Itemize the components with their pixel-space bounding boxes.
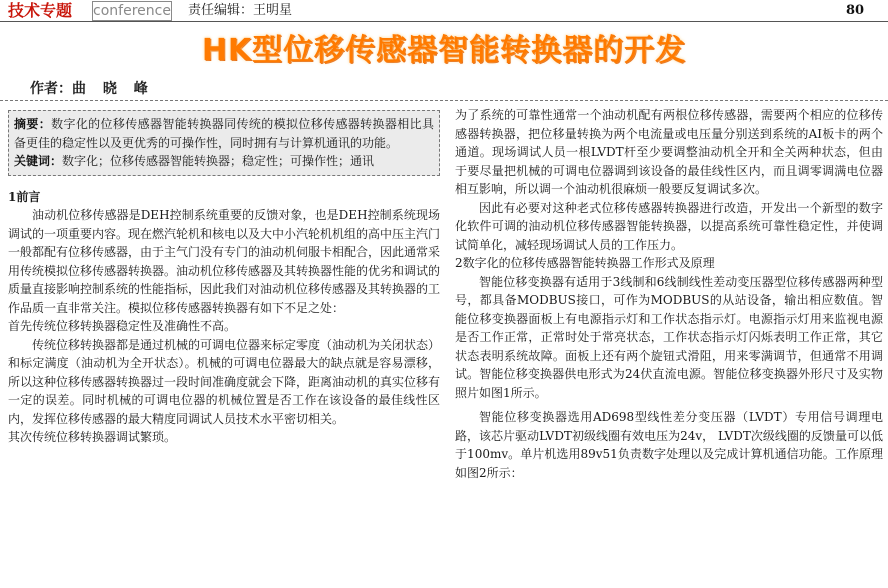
- abstract: [14, 115, 434, 152]
- abstract-text: 数字化的位移传感器智能转换器同传统的模拟位移传感器转换器相比具备更佳的稳定性以及更优秀的可操作性，同时拥有与计算机通讯的功能。: [14, 117, 434, 150]
- paragraph: 智能位移变换器选用AD698型线性差分变压器（LVDT）专用信号调理电路，该芯片驱动LVDT初级线圈有效电压为24v， LVDT次级线圈的反馈量可以低于100mv。单片机选用89v51负责数字处理以及完成计算机通信功能。工作原理如图2所示：: [455, 410, 883, 480]
- paragraph: 因此有必要对这种老式位移传感器转换器进行改造，开发出一个新型的数字化软件可调的油动机位移传感器智能转换器，以提高系统可靠性稳定性，并使调试简单化，减轻现场调试人员的工作压力。: [455, 200, 883, 252]
- author-name: 曲 晓 峰: [72, 81, 154, 97]
- paragraph: 智能位移变换器有适用于3线制和6线制线性差动变压器型位移传感器两种型号，都具备MODBUS接口，可作为MODBUS的从站设备，输出相应数值。智能位移变换器面板上有电源指示灯和工作状态指示灯。电源指示灯用来监视电源是否工作正常，正常时处于常亮状态，工作状态指示灯闪烁表明工作正常，其它状态表明系统故障。面板上还有两个旋钮式滑阻，用来零满调节，但通常不用调试。智能位移变换器供电形式为24伏直流电源。智能位移变换器外形尺寸及实物照片如图1所示。: [455, 274, 883, 400]
- section-heading: 1前言: [8, 189, 41, 204]
- author-line: [30, 80, 154, 98]
- author-label: 作者：: [30, 81, 72, 97]
- right-column: [455, 106, 883, 482]
- paragraph: 油动机位移传感器是DEH控制系统重要的反馈对象，也是DEH控制系统现场调试的一项重要内容。现在燃汽轮机和核电以及大中小汽轮机机组的高中压主汽门一般都配有位移传感器，由于主气门没有专门的油动机伺服卡相配合，因此通常采用传统模拟位移传感器转换器。油动机位移传感器及其转换器性能的优劣和调试的质量直接影响控制系统的性能指标，因此我们对油动机位移传感器及其转换器的工作品质一直非常关注。模拟位移传感器转换器有如下不足之处：: [8, 208, 441, 315]
- keywords-label: 关键词：: [14, 154, 63, 168]
- abstract-box: [8, 110, 440, 176]
- left-column: [8, 110, 440, 447]
- paragraph: 其次传统位移转换器调试繁琐。: [8, 430, 177, 444]
- header-rule: [0, 21, 888, 22]
- keywords: [14, 152, 434, 171]
- abstract-label: 摘要：: [14, 117, 52, 131]
- paragraph: 传统位移转换器都是通过机械的可调电位器来标定零度（油动机为关闭状态）和标定满度（油动机为全开状态）。机械的可调电位器最大的缺点就是容易漂移，所以这种位移传感器转换器过一段时间准确度就会下降，距离油动机的真实位移有一定的误差。同时机械的可调电位器的机械位置是否工作在该设备的最佳线性区内，发挥位移传感器的最大精度同调试人员技术水平密切相关。: [8, 337, 441, 426]
- column-tag: 技术专题: [4, 1, 76, 21]
- article-title: HK型位移传感器智能转换器的开发: [201, 33, 687, 68]
- paragraph: 为了系统的可靠性通常一个油动机配有两根位移传感器，需要两个相应的位移传感器转换器，把位移量转换为两个电流量或电压量分别送到系统的AI板卡的两个通道。现场调试人员一根LVDT杆至少要调整油动机全开和全关两种状态，但由于要尽量把机械的可调电位器调到该设备的最佳线性区内，而且调零调满电位器相互影响，所以调一个油动机很麻烦一般要反复调试多次。: [455, 108, 883, 196]
- section-divider: [0, 100, 888, 101]
- paragraph: 首先传统位移转换器稳定性及准确性不高。: [8, 319, 237, 333]
- conference-label: conference: [93, 3, 171, 19]
- section-heading: 2数字化的位移传感器智能转换器工作形式及原理: [455, 256, 715, 270]
- keywords-text: 数字化；位移传感器智能转换器；稳定性；可操作性；通讯: [62, 154, 375, 168]
- responsible-editor: 责任编辑：王明星: [188, 3, 293, 18]
- page-header: [0, 0, 888, 22]
- page-number: 80: [846, 3, 865, 18]
